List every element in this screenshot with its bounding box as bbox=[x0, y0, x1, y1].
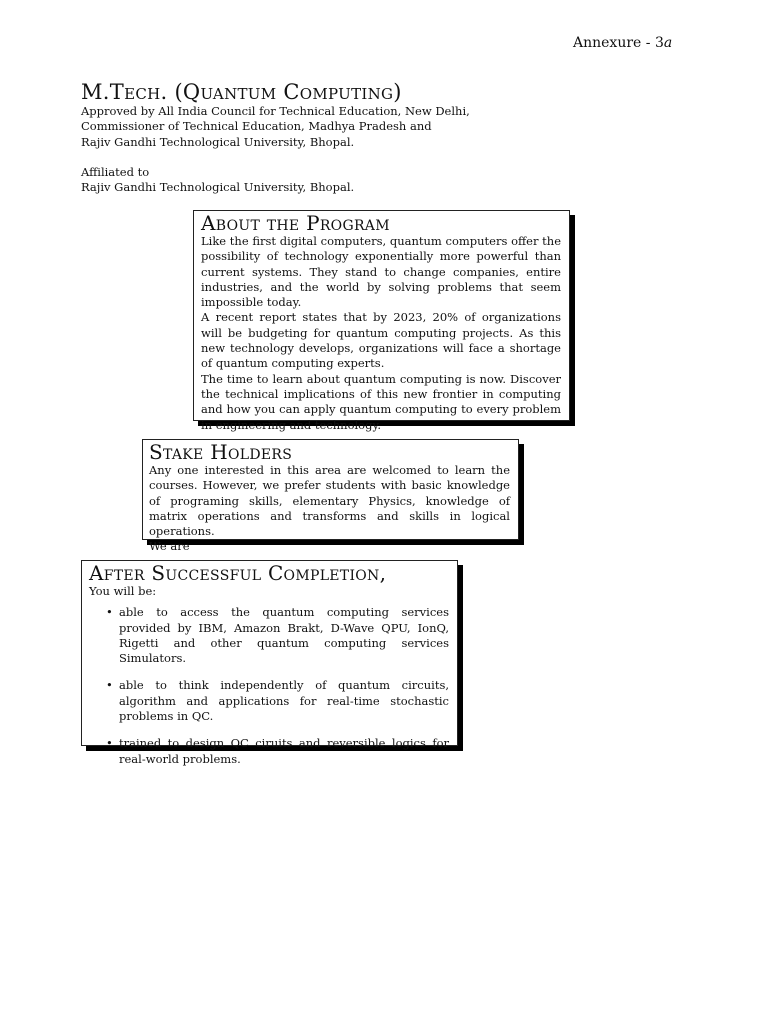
outcome-item bbox=[106, 605, 449, 666]
approval-block bbox=[81, 104, 470, 150]
stake-paragraph: We are bbox=[149, 539, 190, 554]
stake-paragraph: Any one interested in this area are welcomed to learn the courses. However, we prefer students with basic knowledge of programing skills, elementary Physics, knowledge of matrix operations and transforms and skills in logical operations. bbox=[149, 463, 510, 539]
after-intro: You will be: bbox=[89, 584, 157, 598]
outcome-item bbox=[106, 736, 449, 767]
about-paragraph: The time to learn about quantum computing is now. Discover the technical implications of this new frontier in computing and how you can apply quantum computing to every problem in engineering and technology. bbox=[201, 371, 561, 432]
after-completion-box bbox=[81, 560, 458, 766]
stake-holders-heading: Stake Holders bbox=[149, 440, 293, 464]
after-completion-heading: After Successful Completion, bbox=[89, 561, 387, 585]
stake-holders-box bbox=[142, 439, 519, 554]
about-paragraph: A recent report states that by 2023, 20% of organizations will be budgeting for quantum computing projects. As this new technology develops, organizations will face a shortage of quantum computing experts. bbox=[201, 310, 561, 371]
outcome-list bbox=[89, 605, 449, 767]
page-title: M.Tech. (Quantum Computing) bbox=[81, 80, 402, 104]
bullet-icon: • bbox=[106, 736, 113, 751]
annexure-label bbox=[573, 35, 672, 51]
approval-line: Rajiv Gandhi Technological University, Bhopal. bbox=[81, 134, 355, 149]
affiliation-line: Affiliated to bbox=[81, 165, 150, 179]
outcome-text: able to access the quantum computing services provided by IBM, Amazon Brakt, D-Wave QPU, IonQ, Rigetti and other quantum computing services Simulators. bbox=[119, 605, 449, 666]
outcome-text: trained to design QC ciruits and reversible logics for real-world problems. bbox=[119, 736, 449, 766]
about-program-box bbox=[193, 210, 570, 432]
approval-line: Approved by All India Council for Technical Education, New Delhi, bbox=[81, 104, 470, 118]
outcome-text: able to think independently of quantum circuits, algorithm and applications for real-time stochastic problems in QC. bbox=[119, 678, 449, 724]
approval-line: Commissioner of Technical Education, Madhya Pradesh and bbox=[81, 119, 432, 134]
outcome-item bbox=[106, 678, 449, 724]
affiliation-line: Rajiv Gandhi Technological University, Bhopal. bbox=[81, 180, 355, 195]
annexure-prefix: Annexure - 3 bbox=[573, 35, 664, 51]
about-program-heading: About the Program bbox=[201, 211, 390, 235]
about-paragraph: Like the first digital computers, quantum computers offer the possibility of technology exponentially more powerful than current systems. They stand to change companies, entire industries, and the world by solving problems that seem impossible today. bbox=[201, 234, 561, 310]
affiliation-block bbox=[81, 165, 354, 196]
annexure-suffix: a bbox=[663, 35, 673, 51]
bullet-icon: • bbox=[106, 678, 113, 693]
bullet-icon: • bbox=[106, 605, 113, 620]
